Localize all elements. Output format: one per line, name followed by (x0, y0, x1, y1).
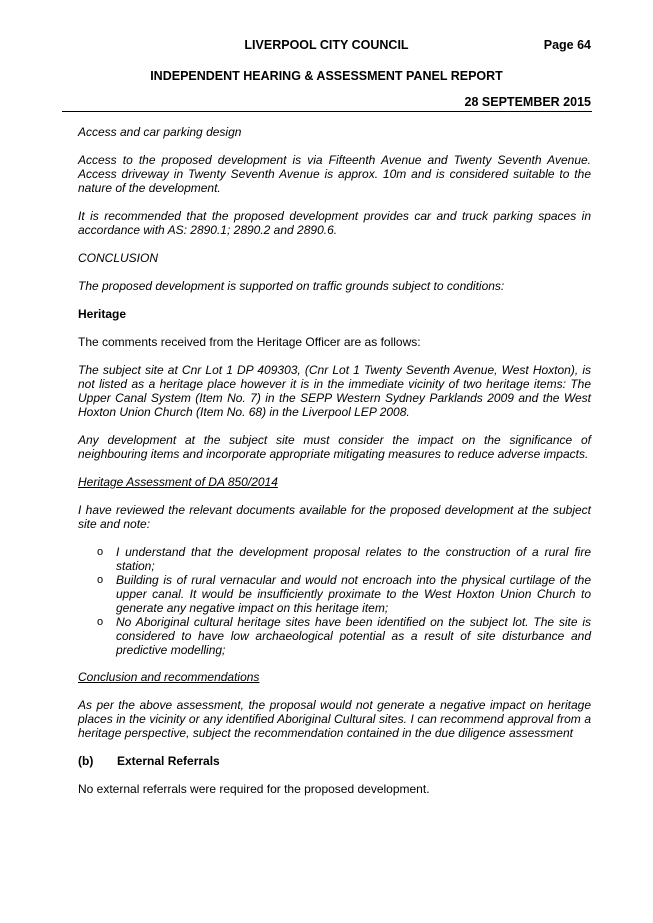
heritage-heading: Heritage (78, 307, 127, 321)
assessment-heading: Heritage Assessment of DA 850/2014 (78, 475, 278, 489)
section-b-heading (78, 754, 591, 768)
list-item (97, 615, 591, 657)
report-title: INDEPENDENT HEARING & ASSESSMENT PANEL REPORT (150, 69, 503, 83)
heritage-notes-list (78, 545, 591, 657)
heritage-site-paragraph: The subject site at Cnr Lot 1 DP 409303, (Cnr Lot 1 Twenty Seventh Avenue, West Hoxton), is not listed as a heritage place however it is in the immediate vicinity of two heritage items: The Upper Canal System (Item No. 7) in the SEPP Western Sydney Parklands 2009 and the West Hoxton Union Church (Item No. 68) in the Liverpool LEP 2008. (78, 363, 591, 419)
access-paragraph: Access to the proposed development is via Fifteenth Avenue and Twenty Seventh Avenue. Access driveway in Twenty Seventh Avenue is approx. 10m and is considered suitable to the nature of the development. (78, 153, 591, 195)
recommendations-heading: Conclusion and recommendations (78, 670, 260, 684)
conclusion-heading: CONCLUSION (78, 251, 159, 265)
list-item (97, 545, 591, 573)
header-divider (62, 111, 592, 112)
section-b-title: External Referrals (117, 754, 220, 768)
access-heading: Access and car parking design (78, 125, 242, 139)
recommendations-paragraph: As per the above assessment, the proposal would not generate a negative impact on heritage places in the vicinity or any identified Aboriginal Cultural sites. I can recommend approval from a heritage perspective, subject the recommendation contained in the due diligence assessment (78, 698, 591, 740)
list-item-text: Building is of rural vernacular and would not encroach into the physical curtilage of the upper canal. It would be insufficiently proximate to the West Hoxton Union Church to generate any negative impact on this heritage item; (116, 573, 591, 615)
heritage-intro: The comments received from the Heritage Officer are as follows: (78, 335, 421, 349)
page-number: Page 64 (543, 38, 591, 52)
heritage-development-paragraph: Any development at the subject site must consider the impact on the significance of neighbouring items and incorporate appropriate mitigating measures to reduce adverse impacts. (78, 433, 591, 461)
report-body (78, 125, 591, 810)
reviewed-paragraph: I have reviewed the relevant documents available for the proposed development at the subject site and note: (78, 503, 591, 531)
report-date: 28 SEPTEMBER 2015 (464, 95, 591, 109)
bullet-icon: o (97, 574, 104, 586)
section-b-label: (b) (78, 754, 94, 768)
bullet-icon: o (97, 546, 104, 558)
conclusion-paragraph: The proposed development is supported on traffic grounds subject to conditions: (78, 279, 505, 293)
council-name: LIVERPOOL CITY COUNCIL (244, 38, 409, 52)
bullet-icon: o (97, 616, 104, 628)
list-item-text: I understand that the development proposal relates to the construction of a rural fire station; (116, 545, 591, 573)
parking-paragraph: It is recommended that the proposed development provides car and truck parking spaces in accordance with AS: 2890.1; 2890.2 and 2890.6. (78, 209, 591, 237)
list-item-text: No Aboriginal cultural heritage sites have been identified on the subject lot. The site is considered to have low archaeological potential as a result of site disturbance and predictive modelling; (116, 615, 591, 657)
section-b-paragraph: No external referrals were required for the proposed development. (78, 782, 430, 796)
list-item (97, 573, 591, 615)
